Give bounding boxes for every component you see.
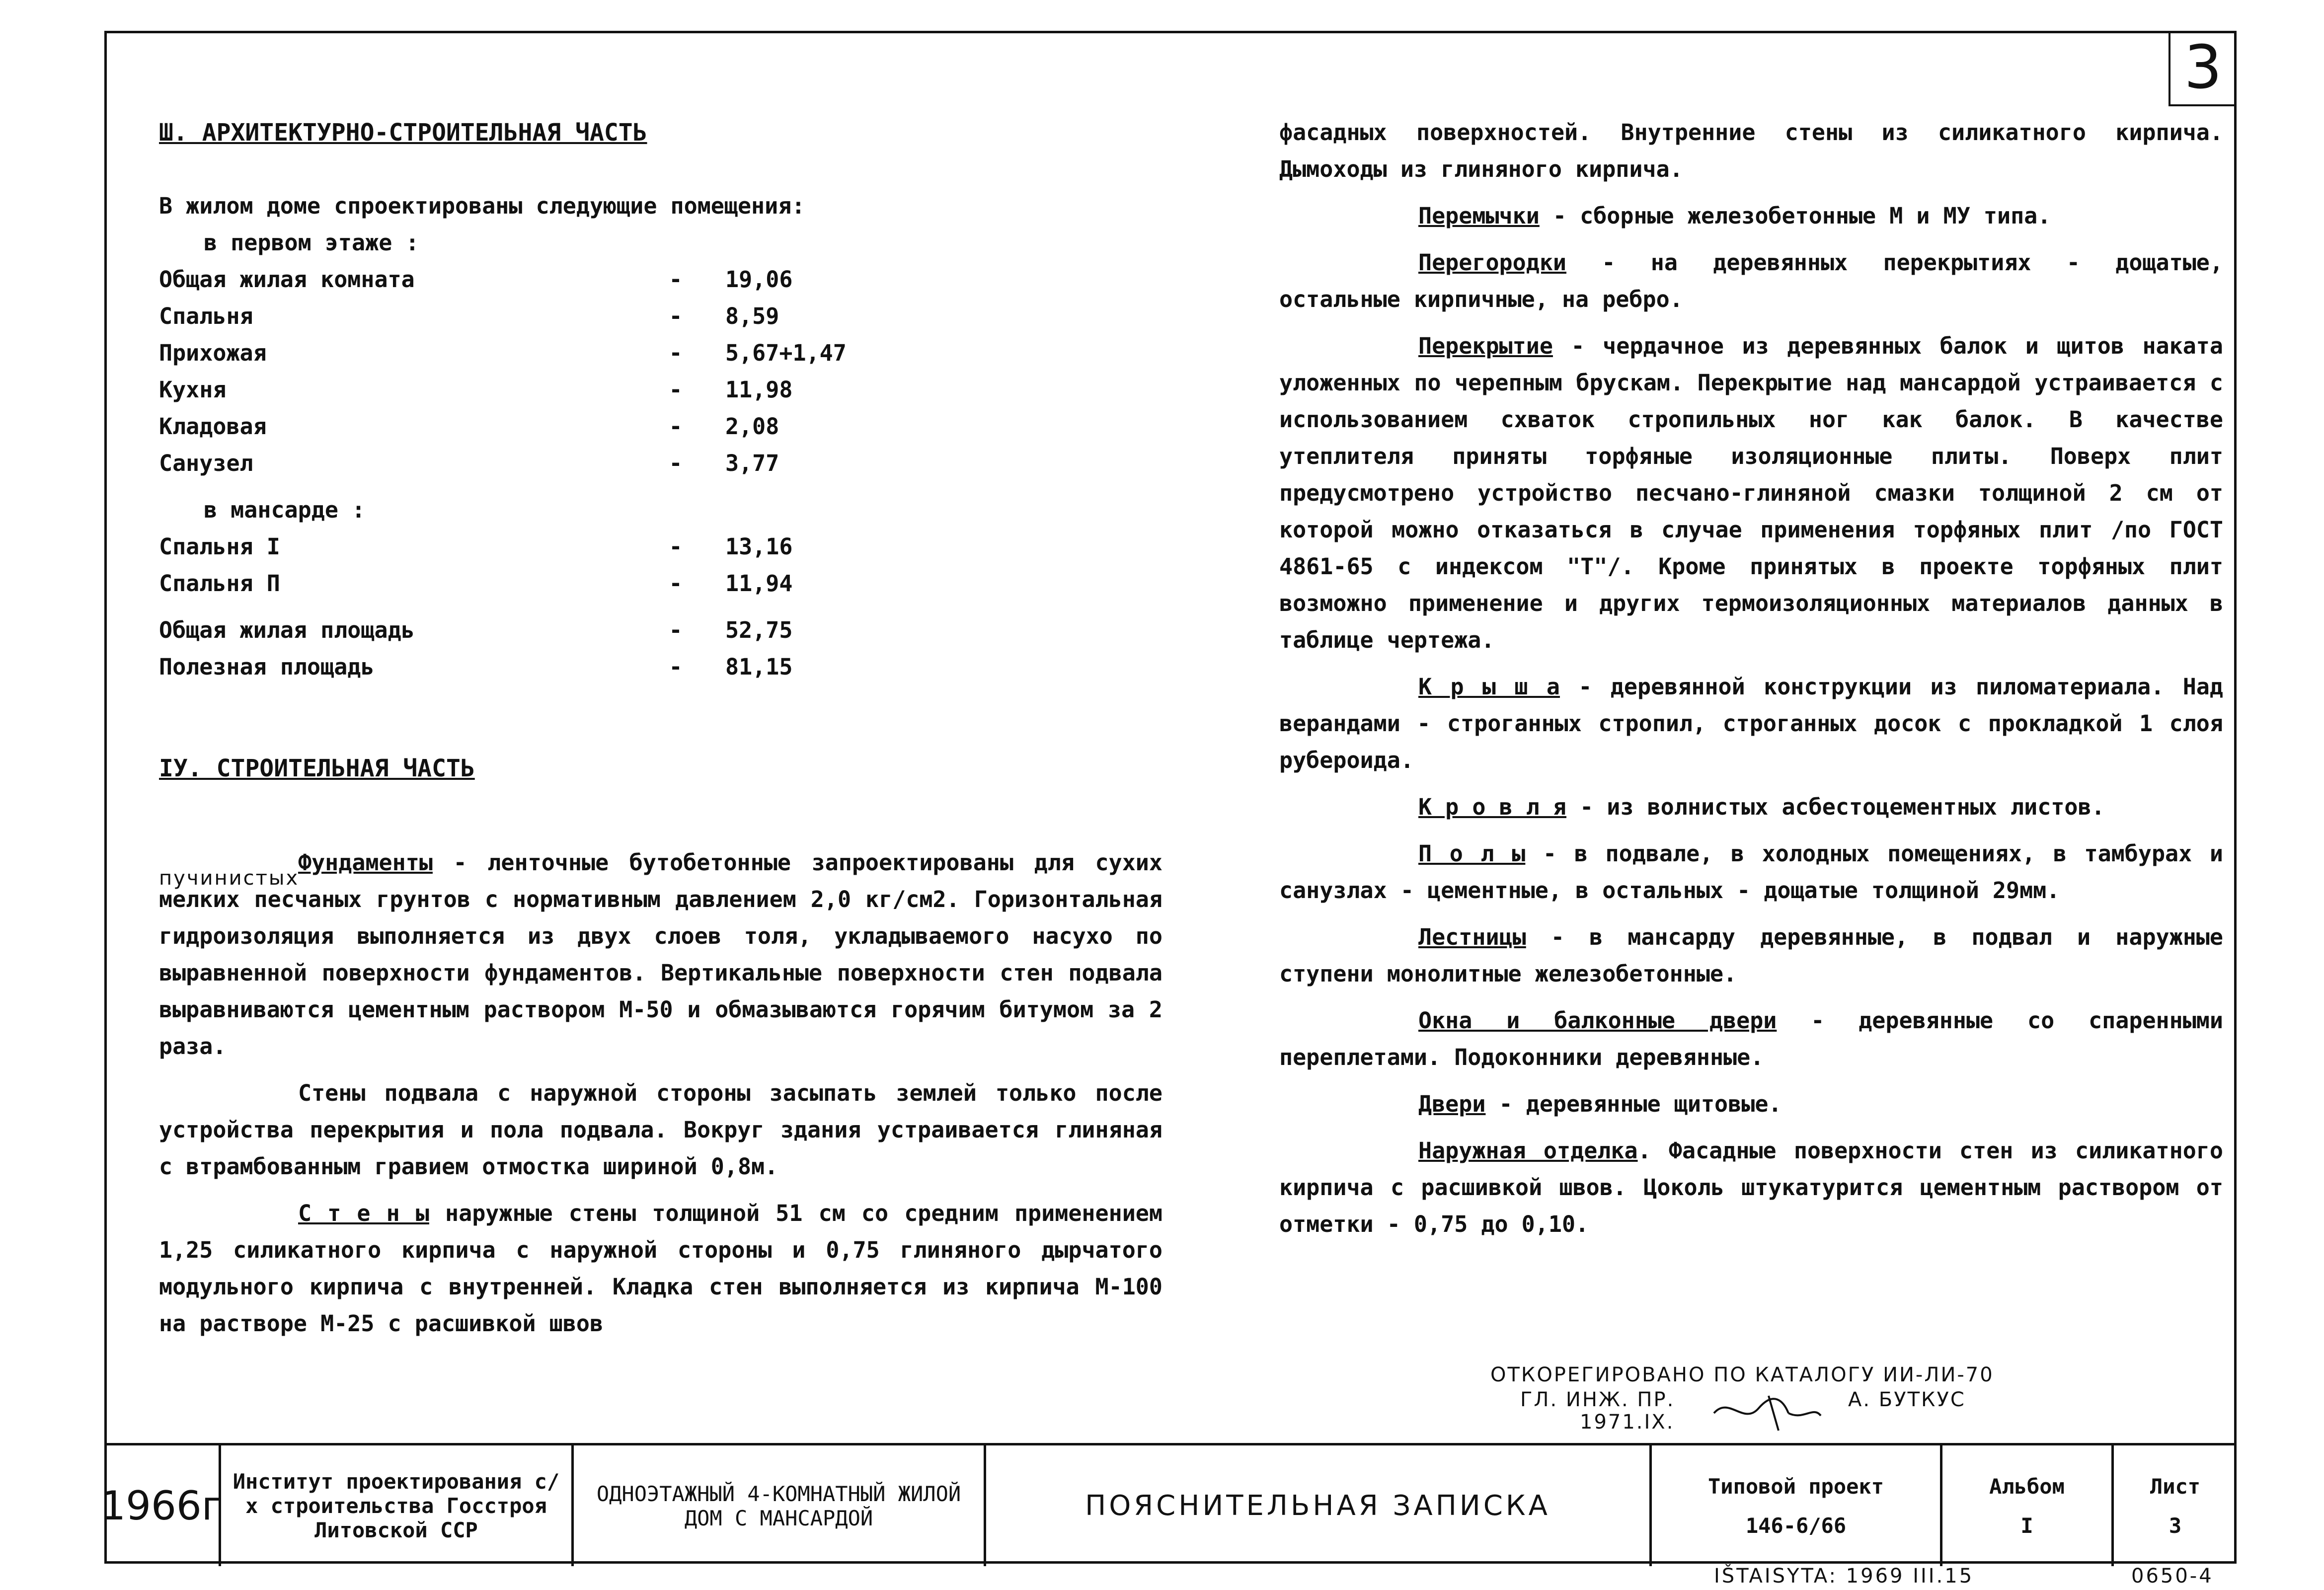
paragraph-finish: Наружная отделка. Фасадные поверхности стен из силикатного кирпича с расшивкой швов. Цоколь штукатурится цементным раствором от отметки - 0,75 до 0,10.: [1279, 1137, 2223, 1237]
rooms-intro: В жилом доме спроектированы следующие помещения:: [159, 193, 805, 219]
paragraph-doors: Двери - деревянные щитовые.: [1418, 1091, 1782, 1117]
room-row: Санузел - 3,77: [159, 450, 779, 476]
room-row: Спальня I - 13,16: [159, 533, 793, 560]
left-column: [159, 114, 1162, 824]
title-block: [100, 1443, 2237, 1566]
paragraph-windows: Окна и балконные двери - деревянные со спаренными переплетами. Подоконники деревянные.: [1279, 1007, 2223, 1070]
left-column-text: [159, 844, 1162, 1342]
paragraph-continuation: фасадных поверхностей. Внутренние стены из силикатного кирпича. Дымоходы из глиняного кирпича.: [1279, 119, 2223, 182]
section-heading-construction: IУ. СТРОИТЕЛЬНАЯ ЧАСТЬ: [159, 755, 475, 782]
room-row: Спальня - 8,59: [159, 303, 779, 329]
paragraph-cellar-walls: Стены подвала с наружной стороны засыпать землей только после устройства перекрытия и пола подвала. Вокруг здания устраивается глиняная с втрамбованным гравием отмостка шириной 0,8м.: [159, 1080, 1162, 1180]
title-block-institute: Институт проектирования с/х строительства Госстроя Литовской ССР: [221, 1445, 574, 1566]
paragraph-roofing: К р о в л я - из волнистых асбестоцементных листов.: [1418, 794, 2105, 820]
paragraph-slabs: Перекрытие - чердачное из деревянных балок и щитов наката уложенных по черепным брускам. Перекрытие над мансардой устраивается с использованием схваток стропильных ног как балок. В качестве утеплителя приняты торфяные изоляционные плиты. Поверх плит предусмотрено устройство песчано-глиняной смазки толщиной 2 см от которой можно отказаться в случае применения торфяных плит /по ГОСТ 4861-65 с индексом "Т"/. Кроме принятых в проекте торфяных плит возможно применение и других термоизоляционных материалов данных в таблице чертежа.: [1279, 333, 2223, 653]
issued-note: IŠTAISYTA: 1969 III.15: [1714, 1565, 1974, 1588]
paragraph-partitions: Перегородки - на деревянных перекрытиях - дощатые, остальные кирпичные, на ребро.: [1279, 249, 2223, 312]
room-row: Кладовая - 2,08: [159, 413, 779, 440]
title-block-doc-title: ПОЯСНИТЕЛЬНАЯ ЗАПИСКА: [986, 1445, 1652, 1566]
room-row: Прихожая - 5,67+1,47: [159, 340, 847, 366]
document-code: 0650-4: [2131, 1565, 2214, 1588]
room-row: Спальня П - 11,94: [159, 570, 793, 597]
title-block-project: Типовой проект 146-6/66: [1652, 1445, 1942, 1566]
total-row: Полезная площадь - 81,15: [159, 654, 793, 680]
correction-stamp-date: 1971.IX.: [1580, 1411, 1675, 1434]
paragraph-floors: П о л ы - в подвале, в холодных помещениях, в тамбурах и санузлах - цементные, в остальных - дощатые толщиной 29мм.: [1279, 840, 2223, 904]
title-block-album: Альбом I: [1942, 1445, 2114, 1566]
paragraph-foundations: Фундаменты - ленточные бутобетонные запроектированы для сухих мелких песчаных грунтов с нормативным давлением 2,0 кг/см2. Горизонтальная гидроизоляция выполняется из двух слоев толя, укладываемого насухо по выравненной поверхности фундаментов. Вертикальные поверхности стен подвала выравниваются цементным раствором М-50 и обмазываются горячим битумом за 2 раза.: [159, 849, 1162, 1060]
correction-stamp-line2: ГЛ. ИНЖ. ПР.: [1520, 1388, 1675, 1411]
handwritten-insert: пучинистых: [159, 867, 300, 890]
signature: [1709, 1386, 1823, 1436]
section-heading-architectural: Ш. АРХИТЕКТУРНО-СТРОИТЕЛЬНАЯ ЧАСТЬ: [159, 119, 647, 147]
title-block-object: ОДНОЭТАЖНЫЙ 4-КОМНАТНЫЙ ЖИЛОЙ ДОМ С МАНСАРДОЙ: [574, 1445, 986, 1566]
total-row: Общая жилая площадь - 52,75: [159, 617, 793, 643]
attic-label: в мансарде :: [204, 497, 366, 523]
floor1-label: в первом этаже :: [204, 229, 419, 256]
room-row: Общая жилая комната - 19,06: [159, 266, 793, 293]
correction-stamp-name: А. БУТКУС: [1848, 1388, 1966, 1411]
paragraph-stairs: Лестницы - в мансарду деревянные, в подвал и наружные ступени монолитные железобетонные.: [1279, 924, 2223, 987]
title-block-year: 1966г: [104, 1445, 221, 1566]
paragraph-walls: С т е н ы наружные стены толщиной 51 см со средним применением 1,25 силикатного кирпича с наружной стороны и 0,75 глиняного дырчатого модульного кирпича с внутренней. Кладка стен выполняется из кирпича М-100 на растворе М-25 с расшивкой швов: [159, 1200, 1162, 1337]
paragraph-roof: К р ы ш а - деревянной конструкции из пиломатериала. Над верандами - строганных стропил, строганных досок с прокладкой 1 слоя рубероида.: [1279, 674, 2223, 773]
sheet-number: 3: [2169, 32, 2236, 106]
room-row: Кухня - 11,98: [159, 377, 793, 403]
title-block-sheet: Лист 3: [2150, 1474, 2201, 1538]
correction-stamp-line1: ОТКОРЕГИРОВАНО ПО КАТАЛОГУ ИИ-ЛИ-70: [1490, 1363, 1994, 1386]
paragraph-lintels: Перемычки - сборные железобетонные М и МУ типа.: [1418, 203, 2051, 229]
right-column: [1279, 114, 2223, 1243]
